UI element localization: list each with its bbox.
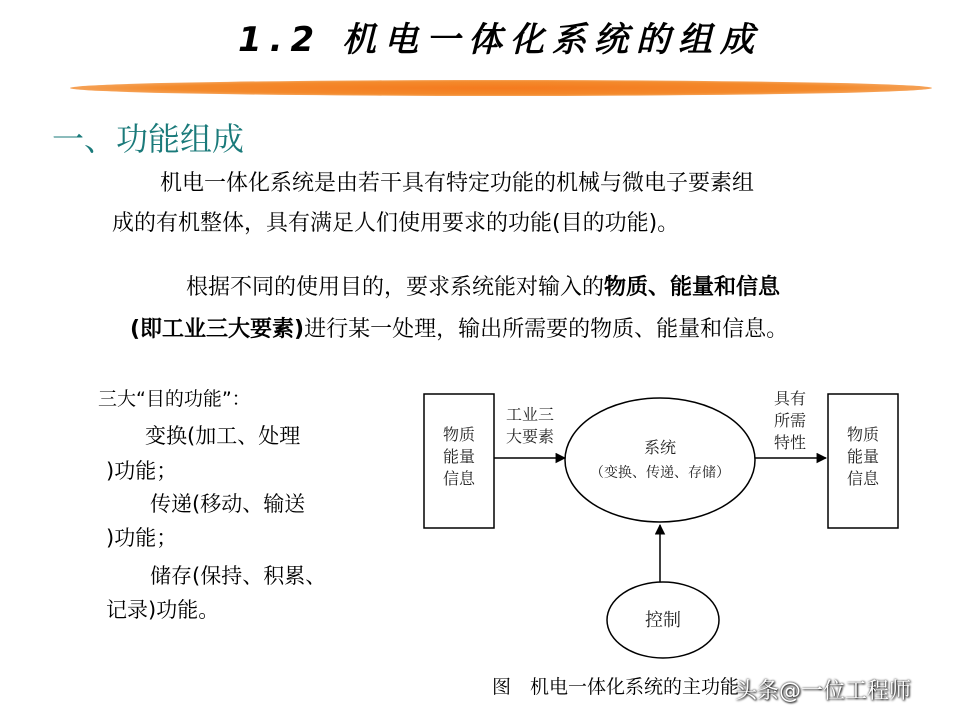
output-box-line3: 信息 xyxy=(846,469,880,488)
output-box-line2: 能量 xyxy=(846,447,880,466)
input-label-line1: 工业三 xyxy=(505,405,555,424)
para2-line2-bold: (即工业三大要素) xyxy=(130,317,305,342)
para2-line2-rest: 进行某一处理，输出所需要的物质、能量和信息。 xyxy=(304,317,789,342)
para2-line1 xyxy=(186,268,780,308)
watermark: 头条@一位工程师 xyxy=(735,679,912,704)
para1-line1: 机电一体化系统是由若干具有特定功能的机械与微电子要素组 xyxy=(160,171,755,196)
section-heading: 一、功能组成 xyxy=(52,120,245,158)
para2-line1-bold: 物质、能量和信息 xyxy=(604,275,781,300)
functions-heading: 三大“目的功能”： xyxy=(98,388,251,410)
output-label-line1: 具有 xyxy=(773,389,807,408)
output-label-line3: 特性 xyxy=(773,433,807,452)
para2-line1-prefix: 根据不同的使用目的，要求系统能对输入的 xyxy=(186,275,605,300)
function-2-line2: )功能； xyxy=(106,526,178,550)
control-label: 控制 xyxy=(645,610,681,631)
output-box-line1: 物质 xyxy=(846,425,880,444)
function-3-line1: 储存(保持、积累、 xyxy=(150,564,327,588)
system-label: 系统 xyxy=(643,438,677,457)
para2-line2 xyxy=(130,310,788,350)
input-box-line3: 信息 xyxy=(442,469,476,488)
input-box-line2: 能量 xyxy=(442,447,476,466)
diagram-caption: 图 机电一体化系统的主功能 xyxy=(492,676,740,698)
system-sub-label: （变换、传递、存储） xyxy=(590,465,730,481)
function-diagram xyxy=(410,380,950,680)
function-1-line2: )功能； xyxy=(106,459,178,483)
input-box-line1: 物质 xyxy=(442,425,476,444)
system-ellipse xyxy=(565,398,755,522)
para1-line2: 成的有机整体，具有满足人们使用要求的功能(目的功能)。 xyxy=(112,211,680,236)
output-label-line2: 所需 xyxy=(773,411,807,430)
function-1-line1: 变换(加工、处理 xyxy=(145,424,301,448)
slide-title: 1.2 机电一体化系统的组成 xyxy=(237,20,763,60)
function-2-line1: 传递(移动、输送 xyxy=(150,492,306,516)
title-divider xyxy=(70,80,932,96)
function-3-line2: 记录)功能。 xyxy=(106,598,220,622)
input-label-line2: 大要素 xyxy=(505,427,555,446)
